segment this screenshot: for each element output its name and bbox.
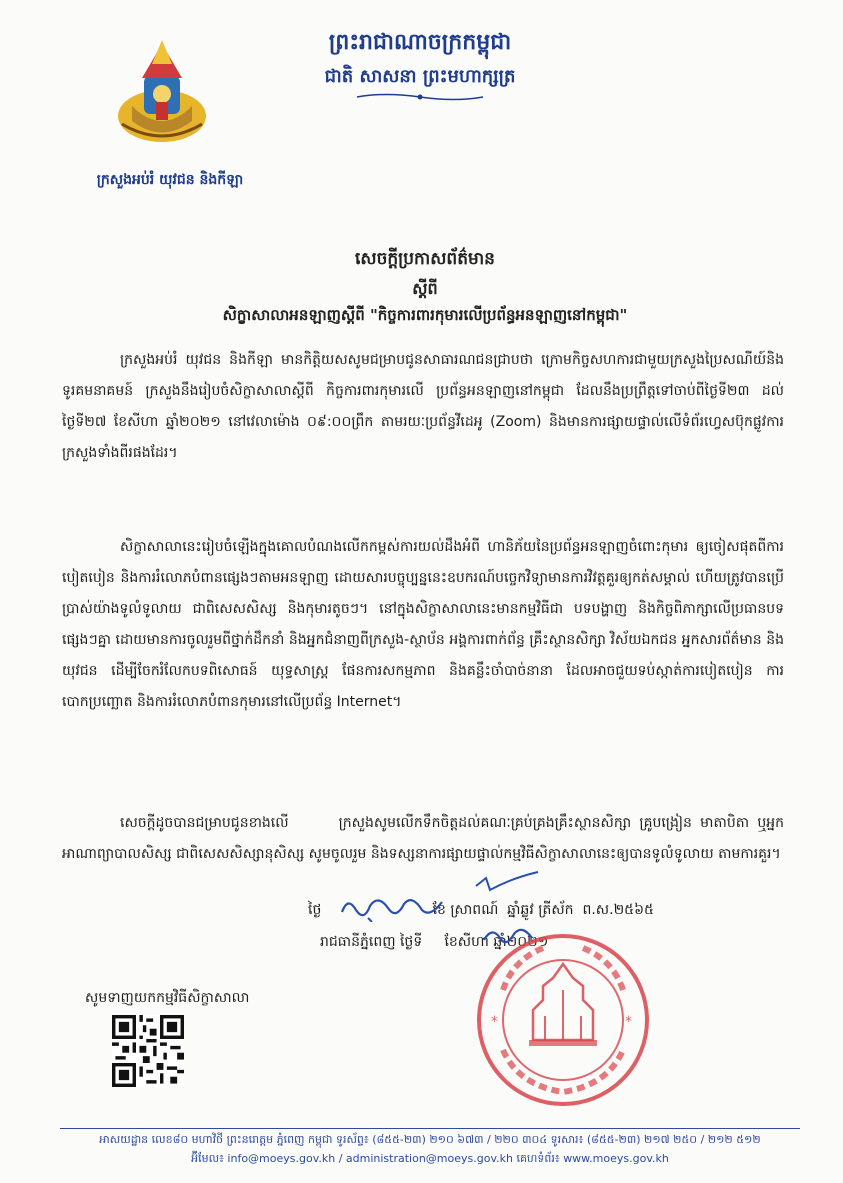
qr-download-label: សូមទាញយកកម្មវិធីសិក្ខាសាលា (85, 990, 250, 1006)
paragraph-3-text: ក្រសួងសូមលើកទឹកចិត្តដល់គណៈគ្រប់គ្រងគ្រឹះស្ថានសិក្សា គ្រូបង្រៀន មាតាបិតា ឬអ្នកអាណាព្យាបាលសិស្ស ជាពិសេសសិស្សានុសិស្ស សូមចូលរួម និងទស្សនាការផ្សាយផ្ទាល់កម្មវិធីសិក្ខាសាលានេះឲ្យបានទូលំទូលាយ តាមការគួរ។ (62, 815, 784, 862)
lunar-date-line: ថ្ងៃ ខែ ស្រាពណ៍ ឆ្នាំឆ្លូវ ត្រីស័ក ព.ស.២៥៦៥ (308, 902, 654, 918)
svg-text:*: * (625, 1014, 632, 1030)
paragraph-purpose (62, 532, 784, 718)
paragraph-1-text: ក្រសួងអប់រំ យុវជន និងកីឡា មានកិត្តិយសសូមជម្រាបជូនសាធារណជនជ្រាបថា ក្រោមកិច្ចសហការជាមួយក្រសួងប្រៃសណីយ៍និងទូរគមនាគមន៍ ក្រសួងនឹងរៀបចំសិក្ខាសាលាស្តីពី កិច្ចការពារកុមារលើ ប្រព័ន្ធអនឡាញនៅកម្ពុជា ដែលនឹងប្រព្រឹត្តទៅចាប់ពីថ្ងៃទី២៣ ដល់ថ្ងៃទី២៧ ខែសីហា ឆ្នាំ២០២១ នៅវេលាម៉ោង ០៩:០០ព្រឹក តាមរយៈប្រព័ន្ធវីដេអូ (Zoom) និងមានការផ្សាយផ្ទាល់លើទំព័រហ្វេសប៊ុកផ្លូវការក្រសួងទាំងពីរផងដែរ។ (62, 352, 784, 461)
official-red-seal (473, 930, 653, 1110)
paragraph-announcement (62, 345, 784, 469)
paragraph-2-text: សិក្ខាសាលានេះរៀបចំឡើងក្នុងគោលបំណងលើកកម្ពស់ការយល់ដឹងអំពី ហានិភ័យនៃប្រព័ន្ធអនឡាញចំពោះកុមារ ឲ្យចៀសផុតពីការបៀតបៀន និងការរំលោភបំពានផ្សេងៗតាមអនឡាញ ដោយសារបច្ចុប្បន្ននេះឧបករណ៍បច្ចេកវិទ្យាមានការវិវត្តគួរឲ្យកត់សម្គាល់ ហើយត្រូវបានប្រើប្រាស់យ៉ាងទូលំទូលាយ ជាពិសេសសិស្ស និងកុមារតូចៗ។ នៅក្នុងសិក្ខាសាលានេះមានកម្មវិធីជា បទបង្ហាញ និងកិច្ចពិភាក្សាលើប្រធានបទផ្សេងៗគ្នា ដោយមានការចូលរួមពីថ្នាក់ដឹកនាំ និងអ្នកជំនាញពីក្រសួង-ស្ថាប័ន អង្គការពាក់ព័ន្ធ គ្រឹះស្ថានសិក្សា វិស័យឯកជន អ្នកសារព័ត៌មាន និងយុវជន ដើម្បីចែករំលែកបទពិសោធន៍ យុទ្ធសាស្ត្រ ផែនការសកម្មភាព និងគន្លឹះចាំបាច់នានា ដែលអាចជួយទប់ស្កាត់ការបៀតបៀន ការបោកប្រញ្ឆោត និងការរំលោភបំពានកុមារនៅលើប្រព័ន្ធ Internet។ (62, 539, 784, 710)
ornament-divider (355, 92, 485, 102)
handwritten-day-mark (338, 892, 448, 922)
paragraph-3-lead: សេចក្តីដូចបានជម្រាបជូនខាងលើ (120, 815, 289, 831)
svg-text:*: * (491, 1014, 498, 1030)
paragraph-closing (62, 808, 784, 870)
footer-divider (60, 1128, 800, 1129)
document-title: សេចក្តីប្រកាសព័ត៌មាន (355, 249, 495, 269)
footer-contact: អ៊ីមែល៖ info@moeys.gov.kh / administration@moeys.gov.kh គេហទំព័រ៖ www.moeys.gov.kh (191, 1152, 669, 1165)
qr-code[interactable] (112, 1015, 184, 1087)
national-motto: ជាតិ សាសនា ព្រះមហាក្សត្រ (324, 66, 516, 87)
document-subtitle-about: ស្តីពី (412, 279, 438, 298)
document-topic: សិក្ខាសាលាអនឡាញស្តីពី "កិច្ចការពារកុមារលើប្រព័ន្ធអនឡាញនៅកម្ពុជា" (222, 306, 628, 324)
handwritten-tick-mark (472, 868, 542, 896)
ministry-emblem-logo (112, 36, 212, 146)
ministry-name: ក្រសួងអប់រំ យុវជន និងកីឡា (96, 172, 244, 188)
solar-date-line: រាជធានីភ្នំពេញ ថ្ងៃទី ខែសីហា ឆ្នាំ២០២១ (320, 934, 549, 950)
footer-address: អាសយដ្ឋាន លេខ៨០ មហាវិថី ព្រះនរោត្តម ភ្នំពេញ កម្ពុជា ទូរស័ព្ទ៖ (៨៥៥-២៣) ២១០ ៦៧៣ / ២២០ ៣០៤ ទូរសារ៖ (៨៥៥-២៣) ២១៧ ២៥០ / ២១២ ៥១២ (99, 1133, 761, 1146)
kingdom-title: ព្រះរាជាណាចក្រកម្ពុជា (328, 30, 512, 55)
